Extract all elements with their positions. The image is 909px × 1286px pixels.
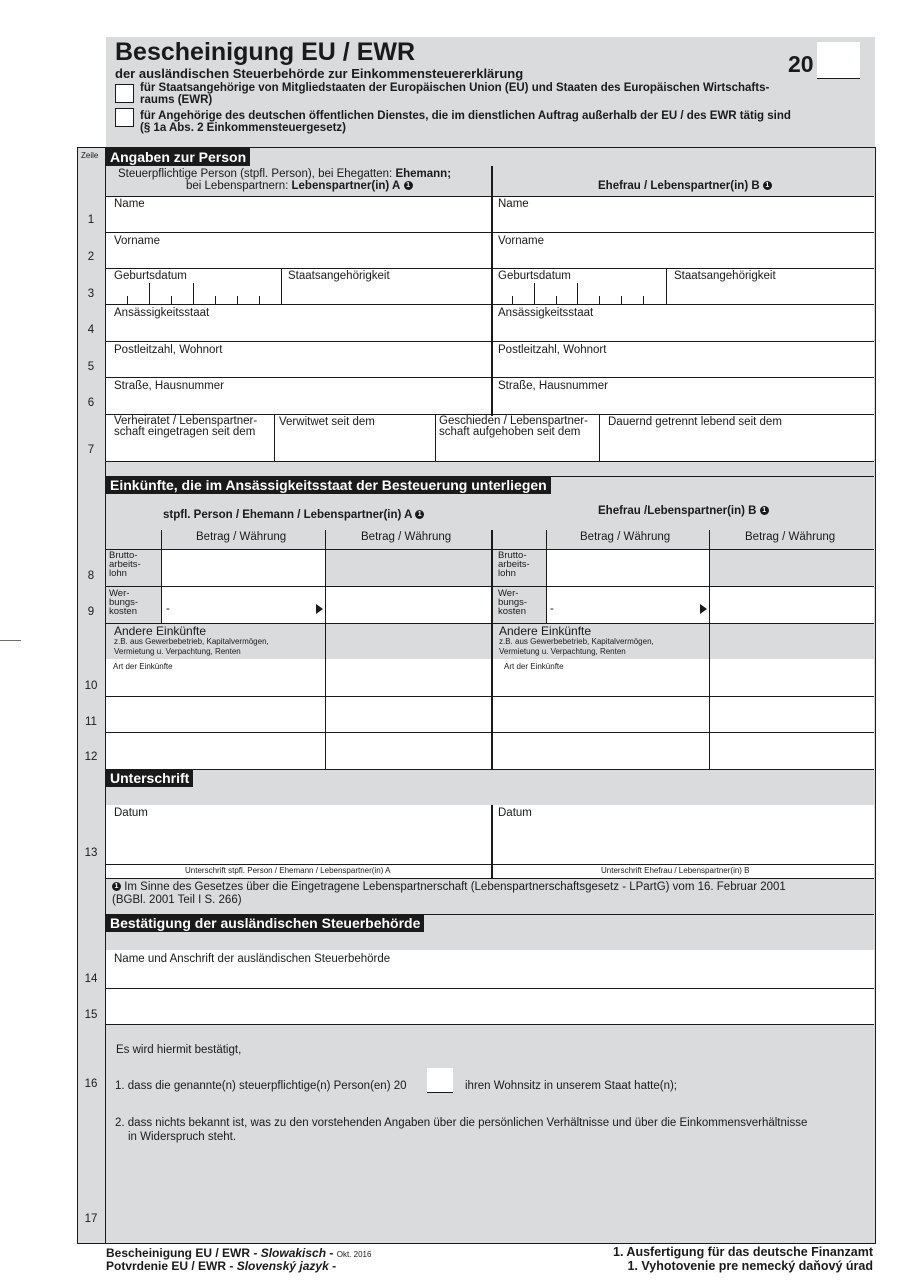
vorname-label-b: Vorname — [498, 235, 545, 247]
col-divider — [325, 587, 326, 770]
andere-desc-b-1: z.B. aus Gewerbebetrieb, Kapitalvermögen, — [499, 637, 654, 646]
footer-left-line2 — [106, 1259, 336, 1273]
row-divider — [106, 623, 874, 624]
footer-text: Bescheinigung EU / EWR - — [106, 1246, 261, 1260]
section-title-signature: Unterschrift — [106, 769, 193, 787]
income-a-header-text: stpfl. Person / Ehemann / Lebenspartner(in) A — [163, 509, 412, 521]
col-header-betrag: Betrag / Währung — [196, 531, 287, 543]
date-tick — [215, 296, 216, 304]
name-label-a: Name — [114, 198, 145, 210]
col-header-betrag: Betrag / Währung — [580, 531, 671, 543]
income-a-header — [163, 509, 424, 521]
row-number: 16 — [84, 1078, 98, 1090]
row-number: 8 — [87, 570, 95, 582]
option-public-service-line2: (§ 1a Abs. 2 Einkommensteuergesetz) — [140, 122, 347, 134]
year-input[interactable] — [817, 42, 860, 79]
verwitwet-label: Verwitwet seit dem — [279, 416, 375, 428]
brutto-text: arbeits- — [109, 559, 141, 570]
option-public-service-line1: für Angehörige des deutschen öffentlichen Dienstes, die im dienstlichen Auftrag außerhalb der EU / des EWR tätig sind — [140, 110, 791, 122]
person-column-divider-lower — [491, 196, 493, 416]
info-icon: 1 — [404, 181, 413, 190]
plz-wohnort-label-b: Postleitzahl, Wohnort — [498, 344, 607, 356]
col-divider — [709, 587, 710, 770]
verheiratet-label-1: Verheiratet / Lebenspartner- — [114, 415, 258, 427]
signature-caption-b: Unterschrift Ehefrau / Lebenspartner(in) B — [601, 866, 750, 875]
art-einkuenfte-b-row11[interactable] — [493, 697, 709, 732]
form-title: Bescheinigung EU / EWR — [115, 38, 416, 66]
werbungskosten-label-a — [109, 589, 138, 616]
footer-left-line1 — [106, 1246, 371, 1260]
option-eu-ewr-line1: für Staatsangehörige von Mitgliedstaaten der Europäischen Union (EU) und Staaten des Europäischen Wirtschafts- — [140, 82, 770, 94]
geschieden-label-2: schaft aufgehoben seit dem — [439, 426, 581, 438]
brutto-label-b — [498, 551, 530, 578]
date-tick — [237, 296, 238, 304]
date-tick — [127, 296, 128, 304]
amount-b-row12[interactable] — [710, 733, 874, 769]
date-tick — [193, 283, 194, 304]
col-header-betrag: Betrag / Währung — [745, 531, 836, 543]
arrow-right-icon — [316, 604, 323, 614]
geburtsdatum-label-b: Geburtsdatum — [498, 270, 571, 282]
brutto-label-a — [109, 551, 141, 578]
year-prefix: 20 — [788, 51, 814, 77]
income-b-header-text: Ehefrau /Lebenspartner(in) B — [598, 505, 757, 517]
checkbox-public-service[interactable] — [115, 108, 134, 127]
section-title-income: Einkünfte, die im Ansässigkeitsstaat der Besteuerung unterliegen — [106, 476, 551, 494]
date-tick — [259, 296, 260, 304]
werbungskosten-input-a[interactable] — [162, 587, 325, 623]
footer-right-line1: 1. Ausfertigung für das deutsche Finanzamt — [613, 1245, 873, 1259]
signature-column-divider — [491, 805, 493, 878]
date-tick — [577, 283, 578, 304]
row-number: 12 — [84, 751, 98, 763]
datum-label-b: Datum — [498, 807, 532, 819]
footer-language: Slovenský jazyk — [236, 1259, 329, 1273]
row-number: 14 — [84, 973, 98, 985]
authority-address-field[interactable] — [106, 989, 874, 1024]
col-header-betrag: Betrag / Währung — [361, 531, 452, 543]
section-title-confirmation: Bestätigung der ausländischen Steuerbehörde — [106, 914, 424, 932]
werbung-text: kosten — [109, 606, 137, 617]
footnote-line2: (BGBl. 2001 Teil I S. 266) — [112, 894, 242, 906]
row-number: 4 — [87, 324, 95, 336]
info-icon: 1 — [415, 510, 424, 519]
income-column-divider — [491, 530, 493, 770]
werbungskosten-result-b[interactable] — [710, 587, 874, 623]
row-number: 5 — [87, 361, 95, 373]
person-a-header-bold: Ehemann; — [395, 168, 452, 180]
verheiratet-label-2: schaft eingetragen seit dem — [114, 426, 256, 438]
date-tick — [512, 296, 513, 304]
section-title-person: Angaben zur Person — [106, 148, 250, 166]
margin-fold-mark — [0, 640, 21, 641]
amount-b-row10[interactable] — [710, 659, 874, 696]
vorname-field-a[interactable] — [107, 233, 490, 267]
row-number: 15 — [84, 1009, 98, 1021]
arrow-right-icon — [700, 604, 707, 614]
option-eu-ewr-line2: raums (EWR) — [140, 94, 213, 106]
brutto-input-b[interactable] — [547, 550, 709, 586]
footer-right-line2: 1. Vyhotovenie pre nemecký daňový úrad — [627, 1259, 873, 1273]
date-tick — [171, 296, 172, 304]
date-tick — [149, 283, 150, 304]
row-number: 7 — [87, 444, 95, 456]
footer-text: - — [328, 1259, 337, 1273]
row-number: 11 — [85, 716, 97, 728]
confirmation-point1-b: ihren Wohnsitz in unserem Staat hatte(n); — [465, 1080, 678, 1092]
art-einkuenfte-a-row12[interactable] — [106, 733, 325, 769]
plz-wohnort-label-a: Postleitzahl, Wohnort — [114, 344, 223, 356]
confirmation-point2-l1: 2. dass nichts bekannt ist, was zu den vorstehenden Angaben über die persönlichen Verhältnisse und über die Einkommensverhältnisse — [115, 1117, 808, 1129]
andere-desc-a-2: Vermietung u. Verpachtung, Renten — [114, 647, 241, 656]
werbungskosten-label-b — [498, 589, 527, 616]
footer-text: Potvrdenie EU / EWR - — [106, 1259, 237, 1273]
brutto-text: Brutto- — [109, 550, 138, 561]
person-b-header — [598, 180, 772, 192]
row-divider — [106, 1024, 874, 1025]
geschieden-label-1: Geschieden / Lebenspartner- — [439, 415, 588, 427]
staatsangehoerigkeit-label-b: Staatsangehörigkeit — [674, 270, 776, 282]
person-a-header-line2 — [186, 180, 413, 192]
werbungskosten-result-a[interactable] — [326, 587, 491, 623]
strasse-label-a: Straße, Hausnummer — [114, 380, 224, 392]
ansaessigkeitsstaat-label-a: Ansässigkeitsstaat — [114, 307, 210, 319]
row-number: 13 — [84, 847, 98, 859]
authority-label: Name und Anschrift der ausländischen Steuerbehörde — [114, 953, 391, 965]
art-label-a: Art der Einkünfte — [113, 662, 173, 671]
werbung-text: Wer- — [498, 588, 519, 599]
income-b-header — [598, 505, 769, 517]
brutto-text: lohn — [109, 568, 127, 579]
footnote-line1 — [112, 881, 786, 893]
date-tick — [599, 296, 600, 304]
confirmation-point2-l2: in Widerspruch steht. — [128, 1131, 237, 1143]
row-number: 17 — [84, 1213, 98, 1225]
name-field-a[interactable] — [107, 197, 490, 231]
person-b-header-text: Ehefrau / Lebenspartner(in) B — [598, 180, 760, 192]
art-label-b: Art der Einkünfte — [504, 662, 564, 671]
minus-sign: - — [550, 603, 554, 615]
info-icon: 1 — [760, 506, 769, 515]
brutto-text: Brutto- — [498, 550, 527, 561]
werbung-text: bungs- — [498, 597, 528, 608]
residence-year-input[interactable] — [427, 1068, 453, 1093]
vorname-field-b[interactable] — [494, 233, 873, 267]
andere-title-a: Andere Einkünfte — [114, 624, 207, 638]
info-icon: 1 — [112, 882, 121, 891]
confirmation-point1-a: 1. dass die genannte(n) steuerpflichtige(n) Person(en) 20 — [115, 1080, 407, 1092]
form-subtitle: der ausländischen Steuerbehörde zur Einkommensteuererklärung — [115, 66, 524, 81]
amount-b-row11[interactable] — [710, 697, 874, 732]
row-divider — [106, 461, 874, 462]
brutto-text: arbeits- — [498, 559, 530, 570]
confirmation-intro: Es wird hiermit bestätigt, — [116, 1044, 242, 1056]
art-einkuenfte-b-row12[interactable] — [493, 733, 709, 769]
minus-sign: - — [166, 603, 170, 615]
werbungskosten-input-b[interactable] — [547, 587, 709, 623]
row-number: 10 — [84, 680, 98, 692]
footer-version: Okt. 2016 — [336, 1250, 372, 1259]
andere-title-b: Andere Einkünfte — [499, 624, 592, 638]
row-number: 2 — [87, 251, 95, 263]
brutto-input-a[interactable] — [162, 550, 325, 586]
row-divider — [106, 769, 874, 770]
footnote-text: Im Sinne des Gesetzes über die Eingetragene Lebenspartnerschaft (Lebenspartnerschaftsgesetz - LPartG) vom 16. Februar 2001 — [124, 881, 786, 893]
row-number: 9 — [87, 606, 95, 618]
werbung-text: kosten — [498, 606, 526, 617]
row-number: 6 — [87, 397, 95, 409]
person-a-header-line1 — [118, 168, 451, 180]
person-a-header-text: Steuerpflichtige Person (stpfl. Person), bei Ehegatten: — [118, 168, 396, 180]
name-field-b[interactable] — [494, 197, 873, 231]
brutto-text: lohn — [498, 568, 516, 579]
werbung-text: bungs- — [109, 597, 139, 608]
person-a-header-bold2: Lebenspartner(in) A — [291, 180, 401, 192]
checkbox-eu-ewr[interactable] — [115, 84, 134, 103]
andere-desc-a-1: z.B. aus Gewerbebetrieb, Kapitalvermögen, — [114, 637, 269, 646]
signature-caption-a: Unterschrift stpfl. Person / Ehemann / Lebenspartner(in) A — [185, 866, 391, 875]
row-divider — [106, 878, 874, 879]
staatsangehoerigkeit-label-a: Staatsangehörigkeit — [288, 270, 390, 282]
ansaessigkeitsstaat-label-b: Ansässigkeitsstaat — [498, 307, 594, 319]
footer-language: Slowakisch — [260, 1246, 327, 1260]
info-icon: 1 — [763, 181, 772, 190]
date-tick — [621, 296, 622, 304]
signature-line — [106, 864, 874, 865]
datum-label-a: Datum — [114, 807, 148, 819]
row-number: 1 — [87, 214, 95, 226]
art-einkuenfte-a-row11[interactable] — [106, 697, 325, 732]
geburtsdatum-label-a: Geburtsdatum — [114, 270, 187, 282]
amount-a-row10[interactable] — [326, 659, 491, 696]
date-tick — [643, 296, 644, 304]
row-number: 3 — [87, 288, 95, 300]
person-a-header-text2: bei Lebenspartnern: — [186, 180, 292, 192]
getrennt-label: Dauernd getrennt lebend seit dem — [608, 416, 782, 428]
zeile-label: Zeile — [81, 151, 99, 160]
strasse-label-b: Straße, Hausnummer — [498, 380, 608, 392]
werbung-text: Wer- — [109, 588, 130, 599]
amount-a-row11[interactable] — [326, 697, 491, 732]
name-label-b: Name — [498, 198, 529, 210]
andere-desc-b-2: Vermietung u. Verpachtung, Renten — [499, 647, 626, 656]
amount-a-row12[interactable] — [326, 733, 491, 769]
vorname-label-a: Vorname — [114, 235, 161, 247]
footer-text: - — [326, 1246, 337, 1260]
date-tick — [534, 283, 535, 304]
date-tick — [556, 296, 557, 304]
